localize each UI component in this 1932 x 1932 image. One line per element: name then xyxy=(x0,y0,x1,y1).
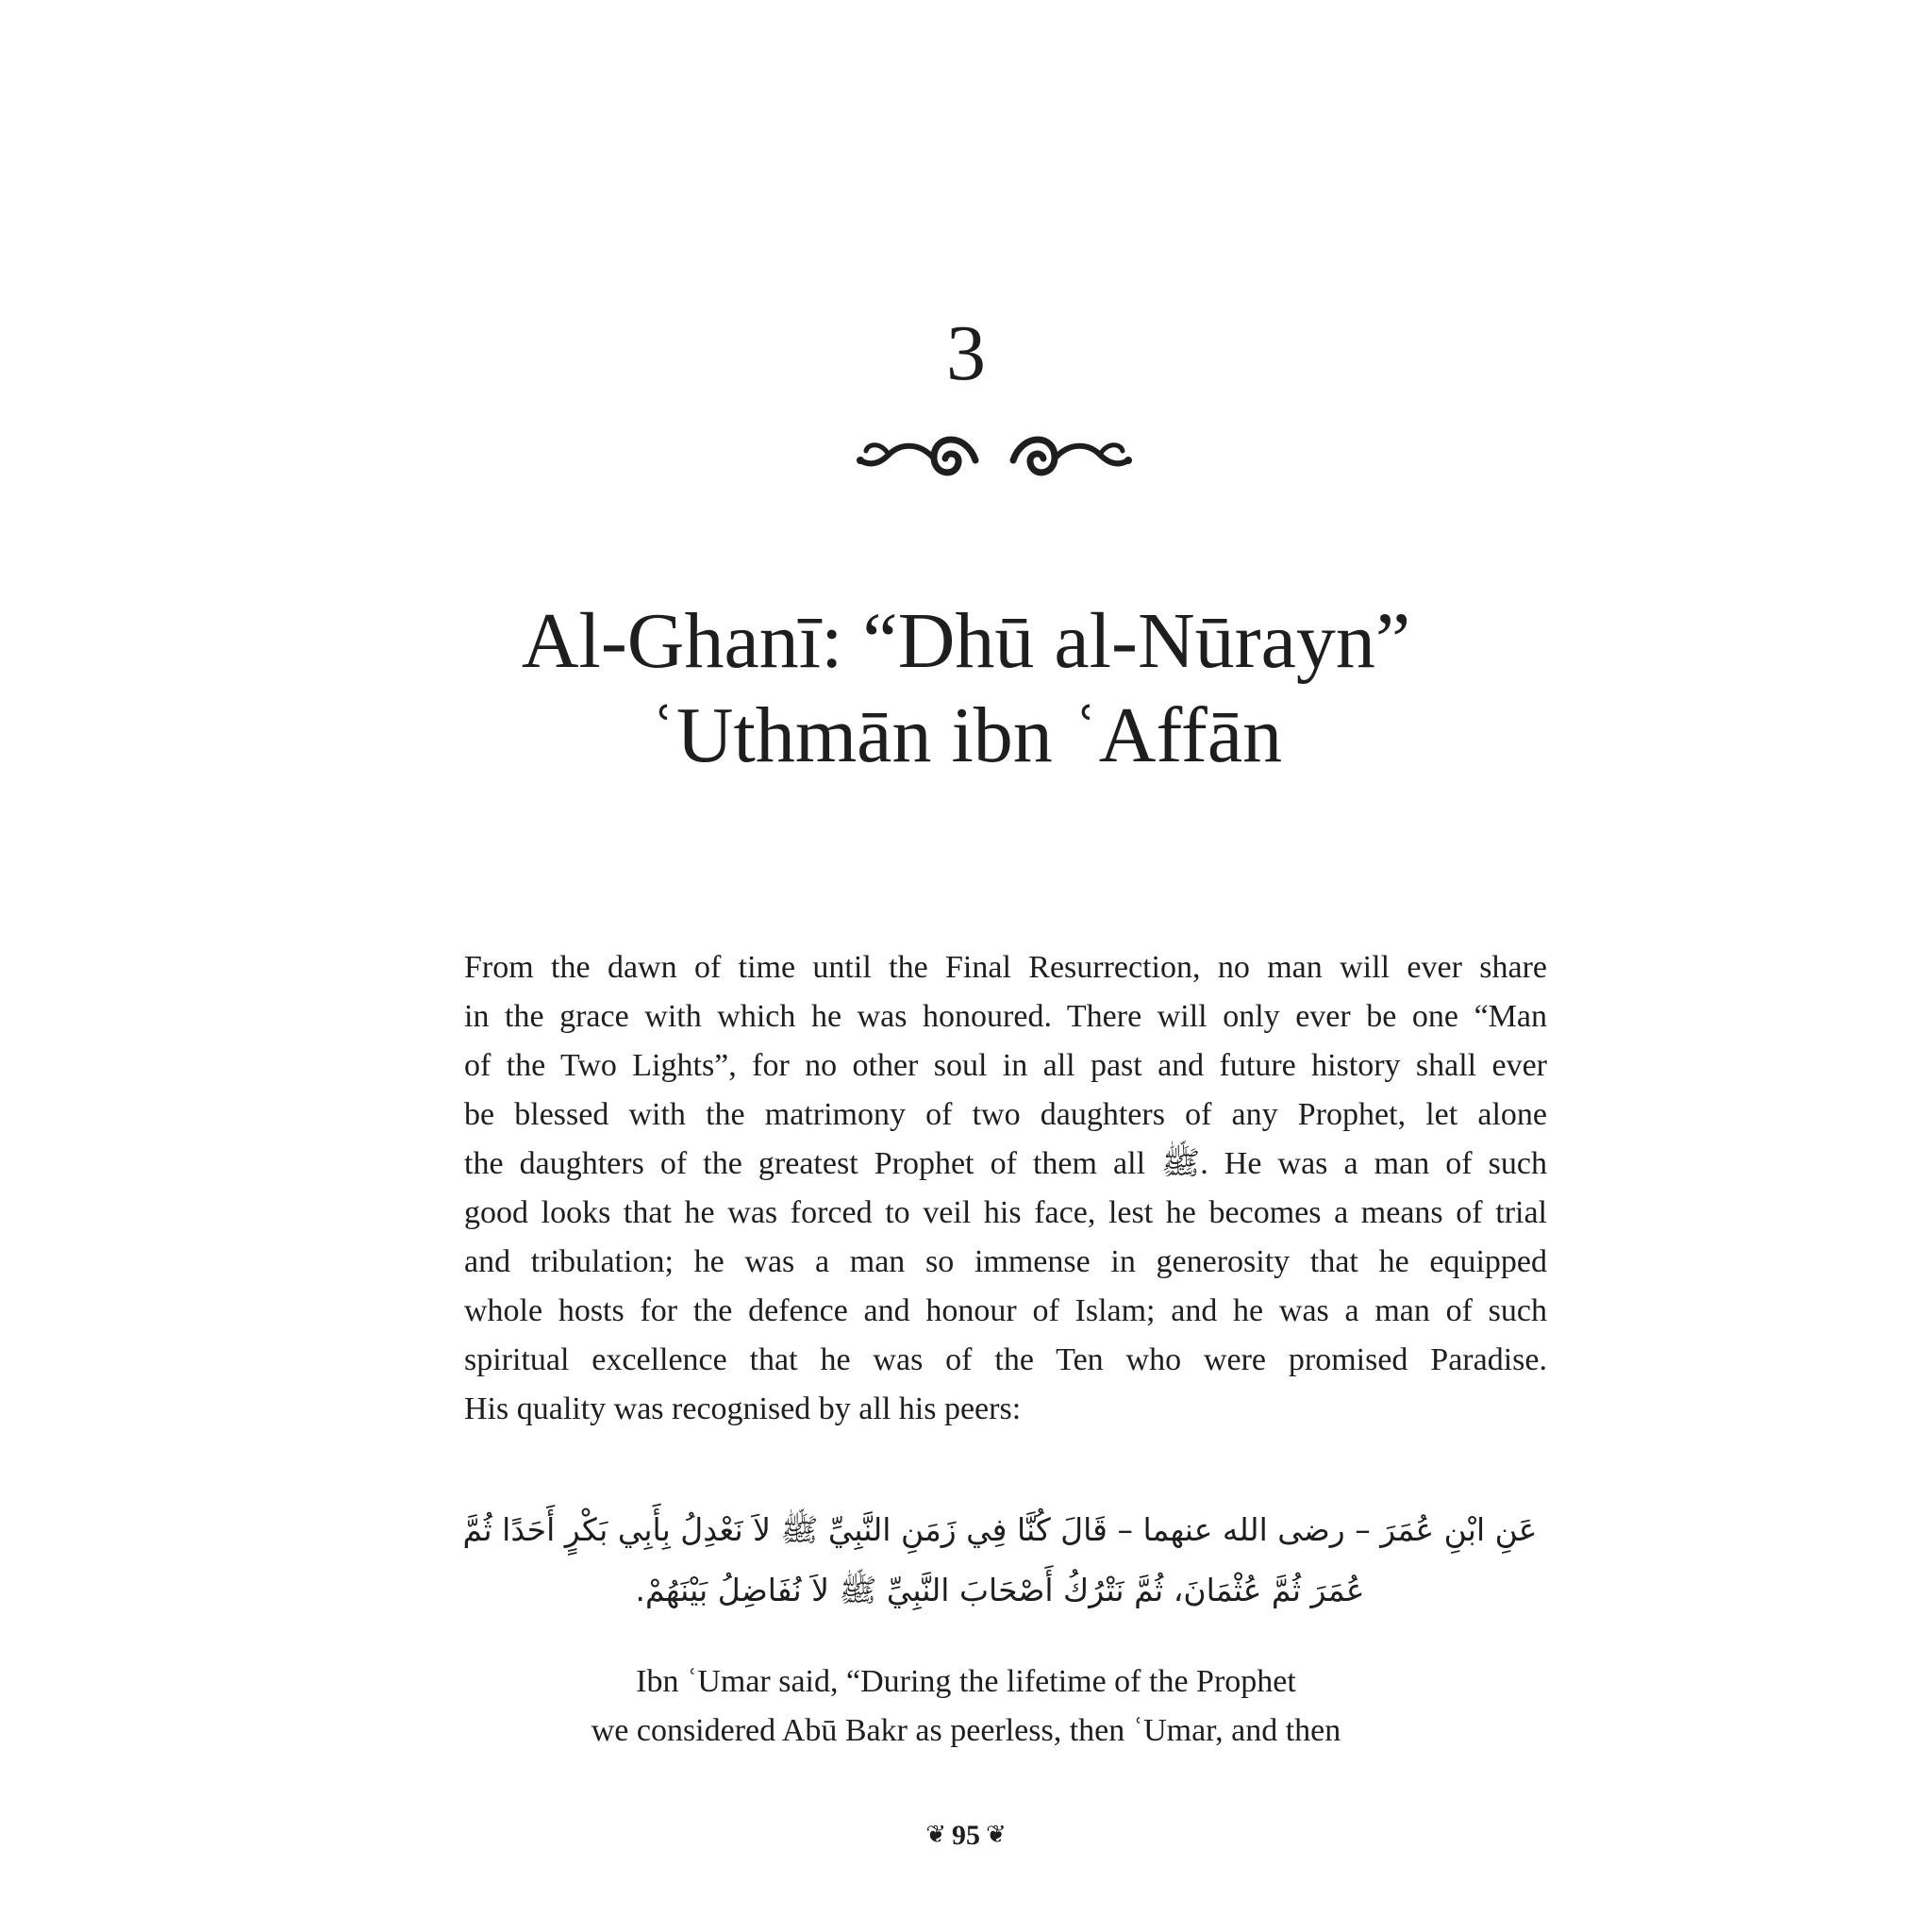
hadith-translation xyxy=(0,1657,1932,1756)
body-line: the daughters of the greatest Prophet of them all ﷺ. He was a man of such xyxy=(464,1146,1548,1181)
body-line: spiritual excellence that he was of the Ten who were promised Paradise. xyxy=(464,1342,1547,1377)
chapter-title-line: Al-Ghanī: “Dhū al-Nūrayn” xyxy=(521,597,1411,685)
hadith-translation-line: Ibn ʿUmar said, “During the lifetime of the Prophet xyxy=(636,1664,1296,1699)
scroll-flourish-icon xyxy=(853,423,1136,489)
body-line: good looks that he was forced to veil his face, lest he becomes a means of trial xyxy=(464,1195,1547,1230)
hadith-arabic-line: عَنِ ابْنِ عُمَرَ – رضى الله عنهما – قَالَ كُنَّا فِي زَمَنِ النَّبِيِّ ﷺ لاَ نَعْدِلُ بِأَبِي بَكْرٍ أَحَدًا ثُمَّ xyxy=(462,1511,1538,1548)
chapter-subtitle-line: ʿUthmān ibn ʿAffān xyxy=(649,691,1283,779)
page-footer xyxy=(0,1816,1932,1855)
fleuron-icon: ❦ xyxy=(925,1821,946,1848)
body-line: of the Two Lights”, for no other soul in all past and future history shall ever xyxy=(464,1048,1547,1083)
hadith-arabic-line: عُمَرَ ثُمَّ عُثْمَانَ، ثُمَّ نَتْرُكُ أَصْحَابَ النَّبِيِّ ﷺ لاَ نُفَاضِلُ بَيْنَهُمْ. xyxy=(635,1572,1365,1608)
page-number: 95 xyxy=(952,1820,980,1851)
hadith-translation-line: we considered Abū Bakr as peerless, then ʿUmar, and then xyxy=(591,1713,1341,1748)
hadith-arabic xyxy=(443,1500,1557,1621)
body-line: be blessed with the matrimony of two daughters of any Prophet, let alone xyxy=(464,1097,1547,1132)
chapter-title xyxy=(0,594,1932,783)
body-line: and tribulation; he was a man so immense in generosity that he equipped xyxy=(464,1244,1547,1279)
body-line: whole hosts for the defence and honour of Islam; and he was a man of such xyxy=(464,1293,1547,1328)
chapter-number: 3 xyxy=(946,309,986,397)
body-line: His quality was recognised by all his peers: xyxy=(464,1391,1022,1426)
fleuron-icon: ❦ xyxy=(986,1821,1007,1848)
body-line: in the grace with which he was honoured. There will only ever be one “Man xyxy=(464,999,1547,1034)
body-paragraph xyxy=(464,943,1547,1434)
body-line: From the dawn of time until the Final Resurrection, no man will ever share xyxy=(464,950,1547,985)
